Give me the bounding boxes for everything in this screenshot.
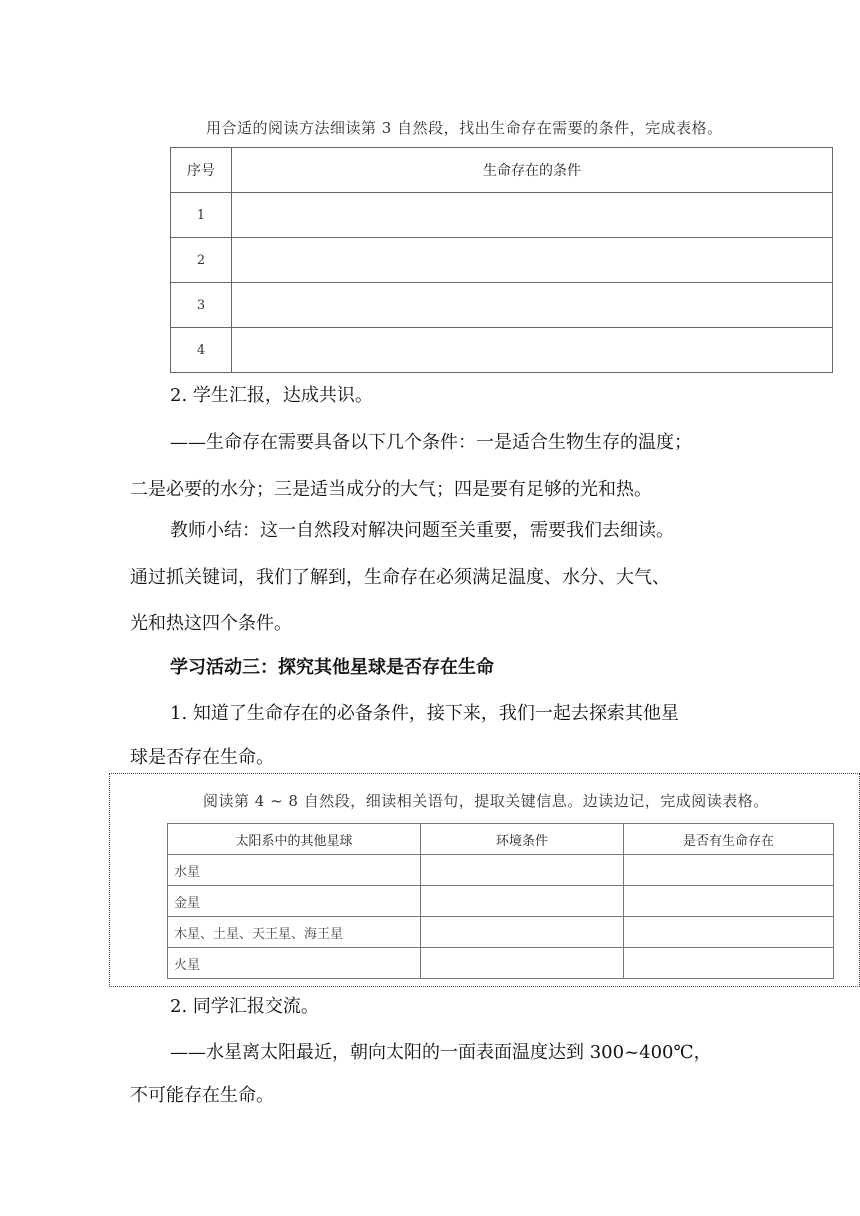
planet-cell: 木星、土星、天王星、海王星 (168, 917, 421, 948)
planet-cell: 金星 (168, 886, 421, 917)
table-row (171, 193, 833, 238)
table-row (171, 328, 833, 373)
row-number: 2 (171, 238, 232, 283)
life-cell[interactable] (624, 886, 834, 917)
table-row (168, 886, 834, 917)
paragraph-mercury-line2: 不可能存在生命。 (130, 1085, 274, 1106)
condition-cell[interactable] (232, 328, 833, 373)
table1-caption: 用合适的阅读方法细读第 3 自然段，找出生命存在需要的条件，完成表格。 (206, 119, 723, 137)
planet-cell: 火星 (168, 948, 421, 979)
table-row (168, 948, 834, 979)
row-number: 1 (171, 193, 232, 238)
table2-caption: 阅读第 4 ~ 8 自然段，细读相关语句，提取关键信息。边读边记，完成阅读表格。 (203, 792, 769, 810)
table-header-row (168, 824, 834, 855)
paragraph-conditions-line1: ——生命存在需要具备以下几个条件：一是适合生物生存的温度； (170, 432, 692, 453)
paragraph-mercury-line1: ——水星离太阳最近，朝向太阳的一面表面温度达到 300~400℃， (170, 1042, 712, 1063)
table-row (168, 855, 834, 886)
col-header-environment: 环境条件 (421, 824, 624, 855)
table-row (171, 283, 833, 328)
section-heading: 学习活动三：探究其他星球是否存在生命 (170, 657, 494, 678)
paragraph-explore-line1: 1. 知道了生命存在的必备条件，接下来，我们一起去探索其他星 (170, 703, 679, 724)
paragraph-exchange: 2. 同学汇报交流。 (170, 996, 319, 1017)
conditions-table (170, 147, 833, 373)
environment-cell[interactable] (421, 948, 624, 979)
planet-cell: 水星 (168, 855, 421, 886)
table-row (168, 917, 834, 948)
environment-cell[interactable] (421, 886, 624, 917)
condition-cell[interactable] (232, 283, 833, 328)
paragraph-report: 2. 学生汇报，达成共识。 (170, 385, 373, 406)
col-header-life: 是否有生命存在 (624, 824, 834, 855)
row-number: 4 (171, 328, 232, 373)
table-row (171, 238, 833, 283)
row-number: 3 (171, 283, 232, 328)
col-header-condition: 生命存在的条件 (232, 148, 833, 193)
condition-cell[interactable] (232, 238, 833, 283)
environment-cell[interactable] (421, 917, 624, 948)
paragraph-conditions-line2: 二是必要的水分；三是适当成分的大气；四是要有足够的光和热。 (130, 479, 652, 500)
planets-table (167, 823, 834, 979)
life-cell[interactable] (624, 948, 834, 979)
life-cell[interactable] (624, 855, 834, 886)
paragraph-summary-line3: 光和热这四个条件。 (130, 613, 292, 634)
paragraph-explore-line2: 球是否存在生命。 (130, 747, 274, 768)
col-header-planet: 太阳系中的其他星球 (168, 824, 421, 855)
col-header-number: 序号 (171, 148, 232, 193)
table-header-row (171, 148, 833, 193)
paragraph-summary-line1: 教师小结：这一自然段对解决问题至关重要，需要我们去细读。 (170, 520, 674, 541)
paragraph-summary-line2: 通过抓关键词，我们了解到，生命存在必须满足温度、水分、大气、 (130, 567, 670, 588)
life-cell[interactable] (624, 917, 834, 948)
condition-cell[interactable] (232, 193, 833, 238)
environment-cell[interactable] (421, 855, 624, 886)
